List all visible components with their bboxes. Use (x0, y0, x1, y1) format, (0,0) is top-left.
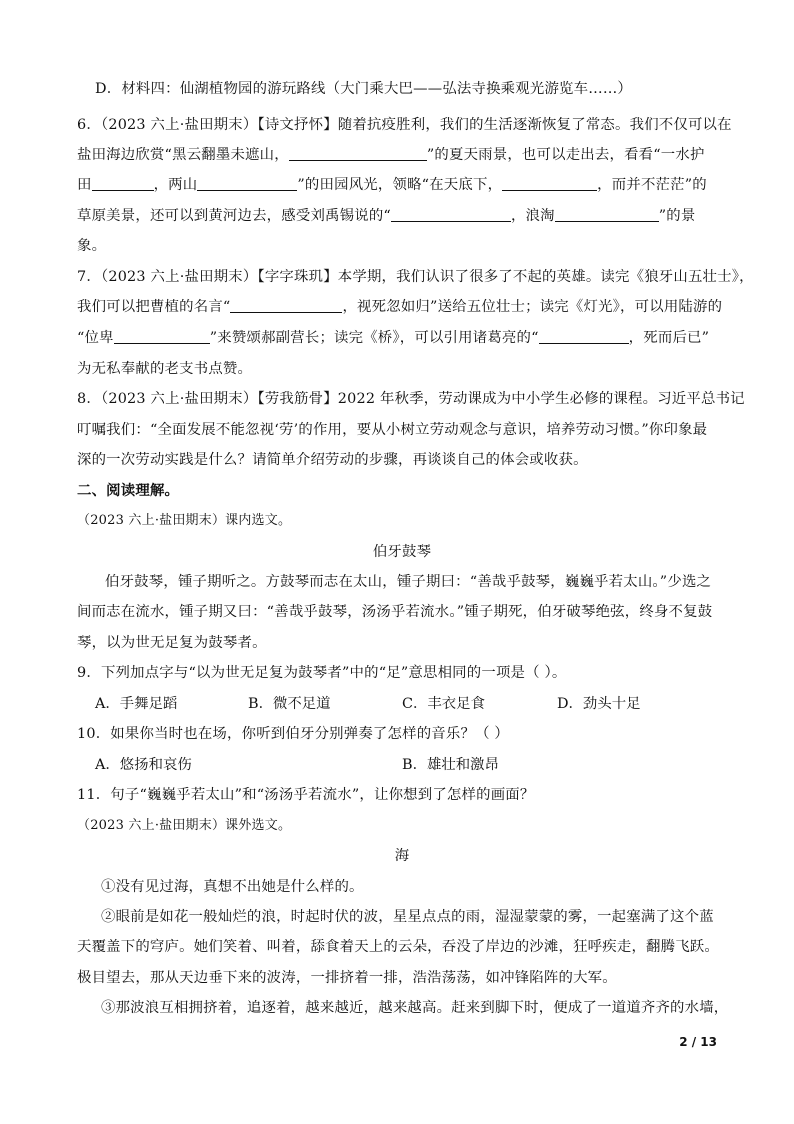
q10-option-a[interactable]: A．悠扬和哀伤 (95, 757, 192, 773)
q6-line-5: 象。 (77, 238, 107, 254)
source-note: （2023 六上·盐田期末）课内选文。 (77, 513, 292, 528)
q10-stem: 10．如果你当时也在场，你听到伯牙分别弹奏了怎样的音乐？（ ） (77, 726, 510, 742)
q7-line-2 (77, 297, 727, 317)
fill-blank[interactable] (230, 298, 342, 313)
q6-text: ，浪淘 (510, 208, 555, 224)
q7-line-1: 7．（2023 六上·盐田期末）【字字珠玑】本学期，我们认识了很多了不起的英雄。读完《狼牙山五壮士》， (77, 269, 754, 285)
q6-text: ”的夏天雨景，也可以走出去，看看“一水护 (426, 147, 705, 163)
fill-blank[interactable] (502, 176, 597, 191)
q6-text: ，两山 (153, 177, 198, 193)
section-heading: 二、阅读理解。 (77, 482, 180, 499)
q6-text: ”的景 (658, 208, 696, 224)
q6-text: 草原美景，还可以到黄河边去，感受刘禹锡说的“ (77, 208, 391, 224)
q9-option-c[interactable]: C．丰衣足食 (402, 696, 485, 712)
page-number: 2 / 13 (679, 1035, 717, 1049)
passage-line: ②眼前是如花一般灿烂的浪，时起时伏的波，星星点点的雨，湿湿蒙蒙的雾，一起塞满了这个蓝 (101, 909, 714, 925)
passage-line: 间而志在流水，锺子期又曰：“善哉乎鼓琴，汤汤乎若流水。”锺子期死，伯牙破琴绝弦，终身不复鼓 (77, 604, 713, 620)
q6-line-4 (77, 206, 727, 226)
q10-option-b[interactable]: B．雄壮和激昂 (402, 757, 499, 773)
fill-blank[interactable] (114, 329, 210, 344)
q6-text: 田 (77, 177, 92, 193)
passage-line: 天覆盖下的穹庐。她们笑着、叫着，舔食着天上的云朵，吞没了岸边的沙滩，狂呼疾走，翻腾飞跃。 (77, 939, 719, 955)
passage-line: ①没有见过海，真想不出她是什么样的。 (101, 879, 364, 895)
q6-line-2 (77, 145, 727, 165)
q9-stem: 9．下列加点字与“以为世无足复为鼓琴者”中的“足”意思相同的一项是（ ）。 (77, 665, 567, 681)
q6-text: 盐田海边欣赏“黑云翻墨未遮山， (77, 147, 289, 163)
passage-title: 伯牙鼓琴 (372, 544, 432, 560)
fill-blank[interactable] (391, 207, 511, 222)
q9-option-d[interactable]: D．劲头十足 (557, 696, 641, 712)
passage-line: 琴，以为世无足复为鼓琴者。 (77, 635, 267, 651)
q11-stem: 11．句子“巍巍乎若太山”和“汤汤乎若流水”，让你想到了怎样的画面？ (77, 787, 535, 803)
q7-text: “位卑 (77, 330, 114, 346)
q9-option-a[interactable]: A．手舞足蹈 (95, 696, 178, 712)
q7-text: 我们可以把曹植的名言“ (77, 299, 231, 315)
passage-title: 海 (394, 848, 410, 864)
q9-option-b[interactable]: B．微不足道 (248, 696, 331, 712)
q8-line-2: 叮嘱我们：“全面发展不能忽视‘劳’的作用，要从小树立劳动观念与意识，培养劳动习惯。”你印象最 (77, 422, 708, 438)
q7-text: ，死而后已” (628, 330, 710, 346)
q7-text: ”来赞颂郝副营长；读完《桥》，可以引用诸葛亮的“ (209, 330, 539, 346)
fill-blank[interactable] (289, 146, 427, 161)
q8-line-1: 8．（2023 六上·盐田期末）【劳我筋骨】2022 年秋季，劳动课成为中小学生必修的课程。习近平总书记 (77, 391, 745, 407)
fill-blank[interactable] (92, 176, 154, 191)
q5-option-d: D．材料四：仙湖植物园的游玩路线（大门乘大巴——弘法寺换乘观光游览车……） (95, 81, 633, 97)
q6-text: ，而并不茫茫”的 (597, 177, 707, 193)
q6-text: ”的田园风光，领略“在天底下， (297, 177, 503, 193)
fill-blank[interactable] (197, 176, 297, 191)
q8-line-3: 深的一次劳动实践是什么？请简单介绍劳动的步骤，再谈谈自己的体会或收获。 (77, 452, 588, 468)
q6-line-3 (77, 175, 727, 195)
passage-line: ③那波浪互相拥挤着，追逐着，越来越近，越来越高。赶来到脚下时，便成了一道道齐齐的水墙， (101, 1000, 729, 1016)
passage-line: 极目望去，那从天边垂下来的波涛，一排挤着一排，浩浩荡荡，如冲锋陷阵的大军。 (77, 970, 617, 986)
q7-line-4: 为无私奉献的老支书点赞。 (77, 361, 253, 377)
fill-blank[interactable] (539, 329, 629, 344)
passage-line: 伯牙鼓琴，锺子期听之。方鼓琴而志在太山，锺子期曰：“善哉乎鼓琴，巍巍乎若太山。”少选之 (105, 574, 712, 590)
source-note: （2023 六上·盐田期末）课外选文。 (77, 818, 292, 833)
q7-text: ，视死忽如归”送给五位壮士；读完《灯光》，可以用陆游的 (342, 299, 723, 315)
q7-line-3 (77, 328, 727, 348)
q6-line-1: 6．（2023 六上·盐田期末）【诗文抒怀】随着抗疫胜利，我们的生活逐渐恢复了常态。我们不仅可以在 (77, 117, 732, 133)
fill-blank[interactable] (555, 207, 659, 222)
